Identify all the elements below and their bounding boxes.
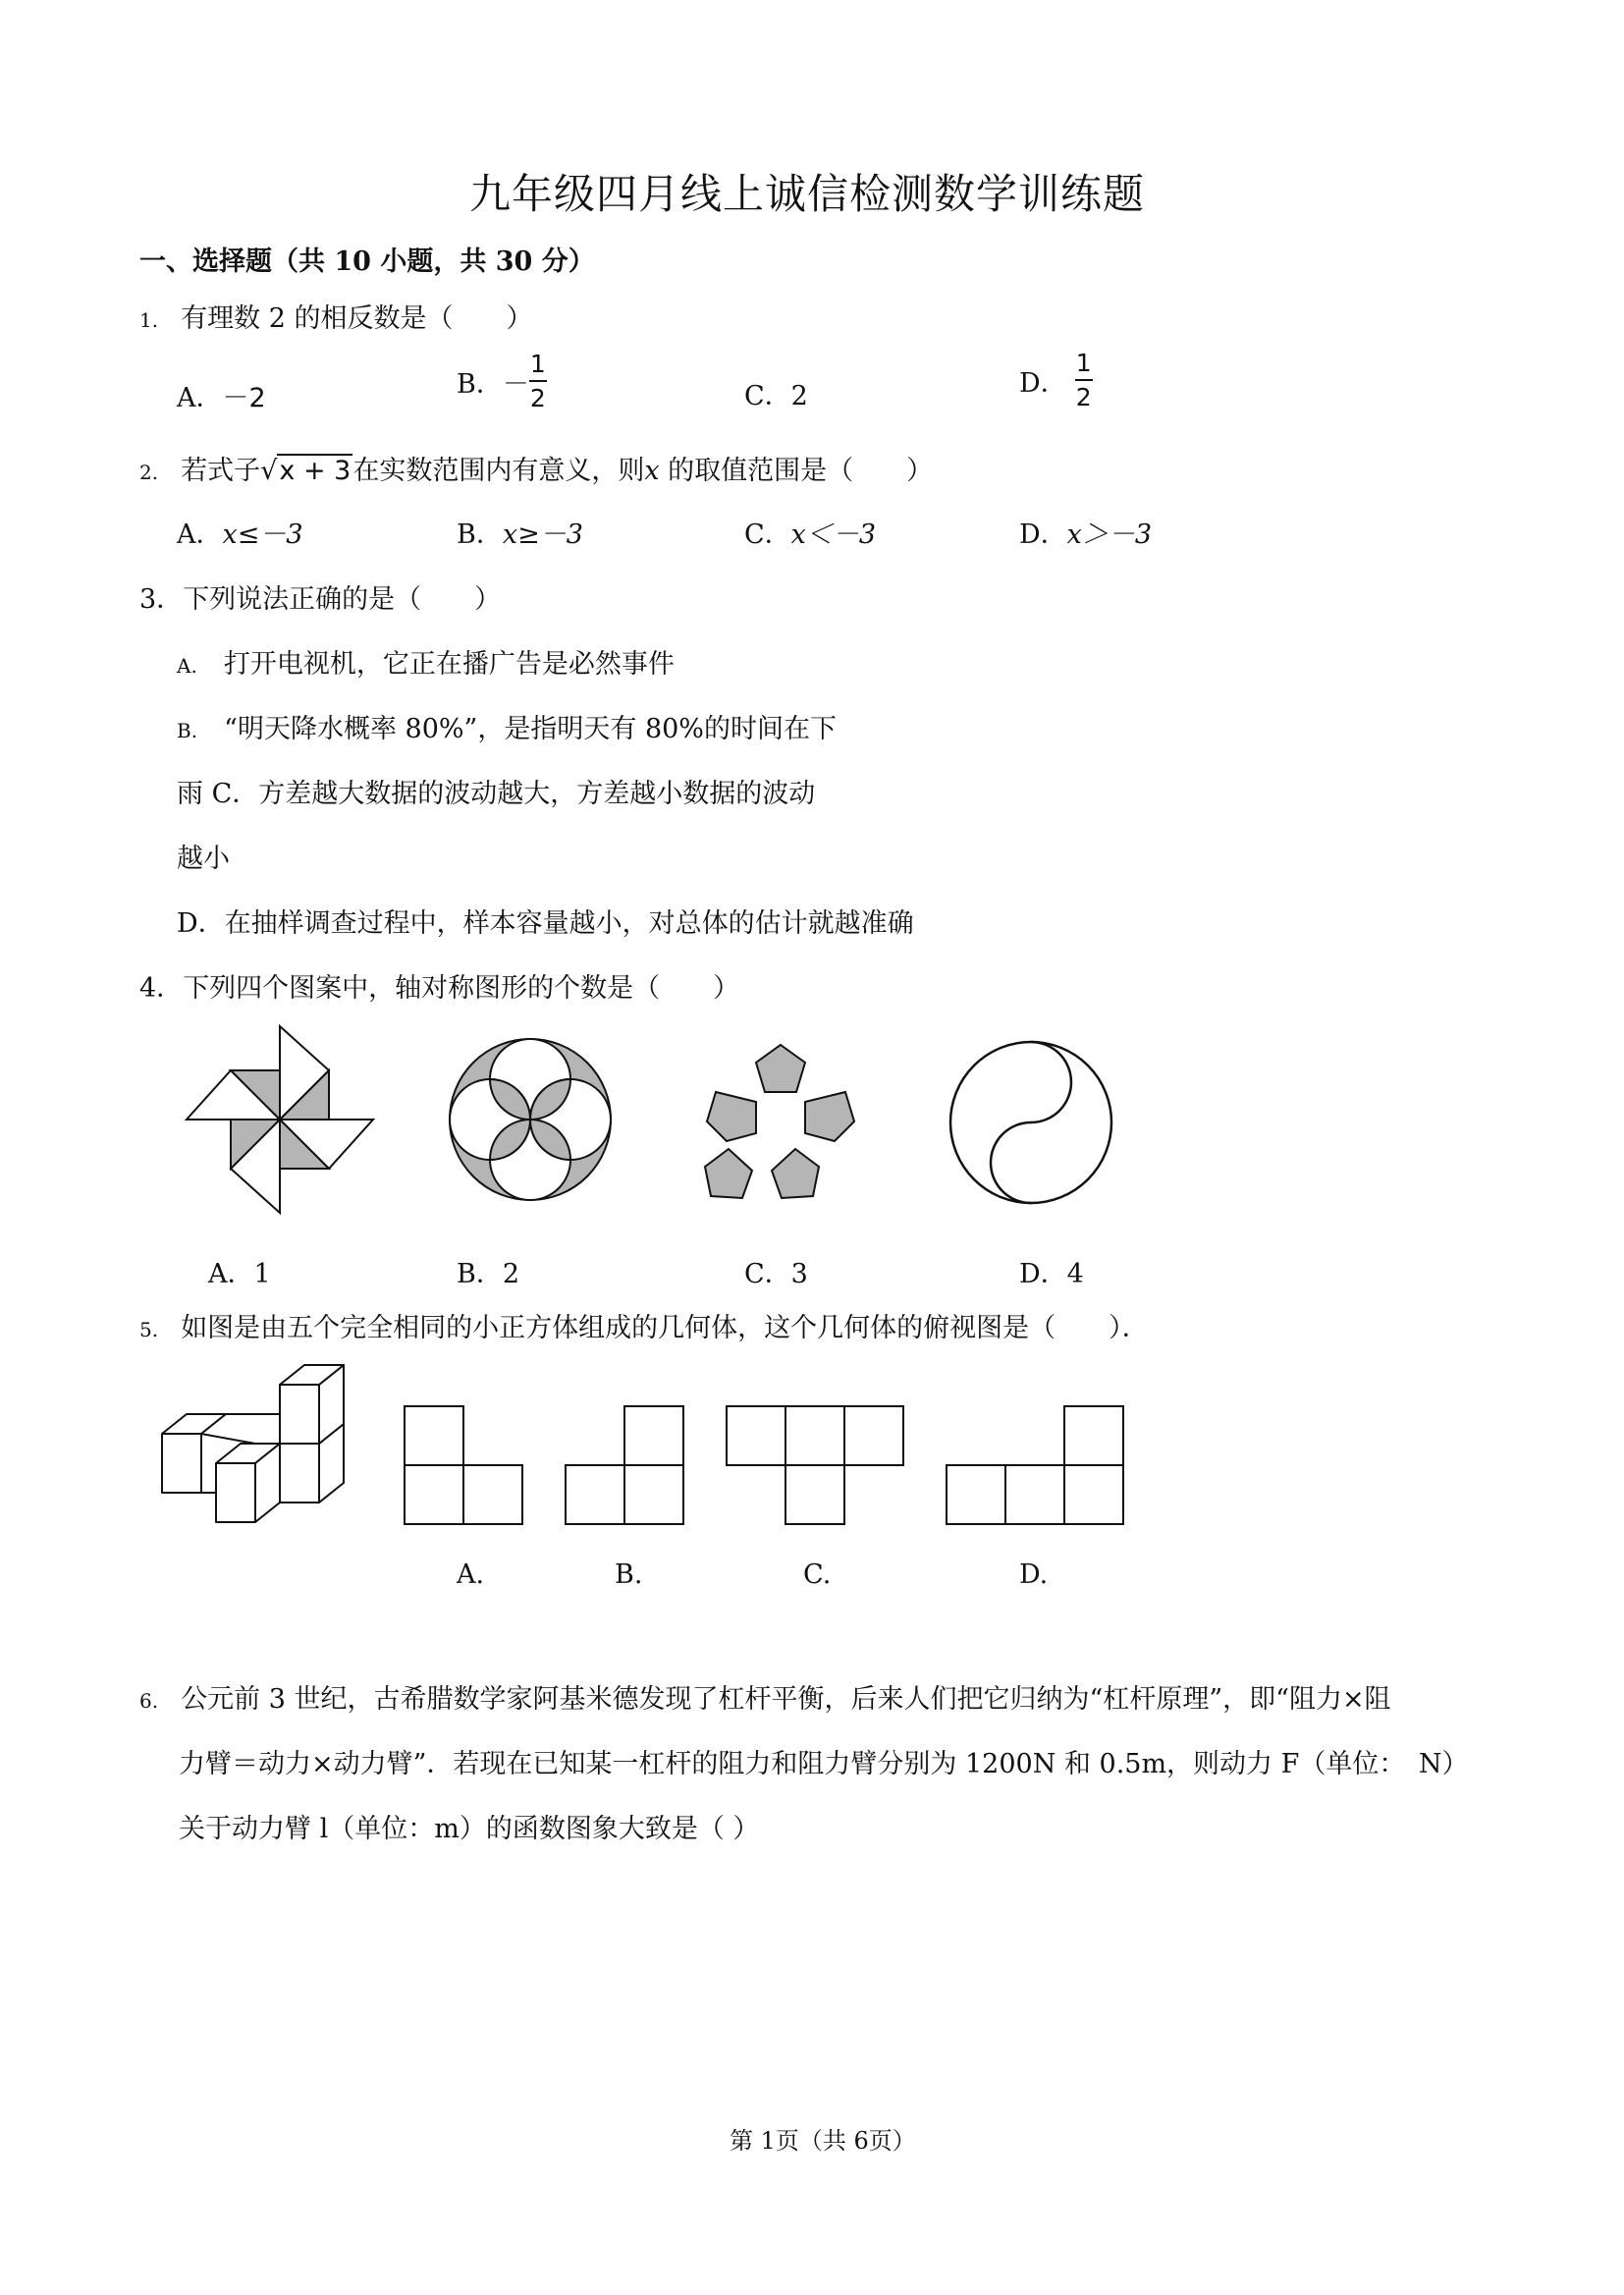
q2-option-c [744,513,876,551]
q2-option-a [177,513,303,551]
question-5 [139,1306,1149,1344]
question-number: 4． [139,973,184,1004]
option-text: 打开电视机，它正在播广告是必然事件 [223,649,675,680]
denominator: 2 [1075,383,1092,411]
option-value: 2 [790,381,808,411]
pinwheel-figure [177,1021,383,1228]
q4-option-d: D．4 [1019,1259,1084,1289]
fraction-bar [529,380,547,382]
option-label: D． [1019,367,1067,399]
question-4 [139,966,739,1005]
question-number: 6. [139,1689,159,1713]
variable: x [644,456,660,486]
fraction [1075,351,1093,410]
question-number: 1. [139,308,159,332]
q3-option-b [177,707,837,745]
fraction-bar [1075,379,1093,381]
numerator: 1 [1075,349,1092,377]
q1-option-b [457,352,547,410]
q4-option-a: A．1 [208,1259,271,1289]
pentagon-ring-figure [697,1039,864,1206]
question-text: 下列说法正确的是（ ） [183,584,502,615]
yin-yang-figure [947,1039,1114,1206]
option-label: A. [177,654,197,678]
question-text: 下列四个图案中，轴对称图形的个数是（ ） [183,973,740,1004]
option-value: x＞－3 [1066,519,1153,550]
q1-option-d [1019,351,1093,410]
option-value: x＜－3 [790,519,877,550]
question-6 [139,1677,1391,1716]
fraction [529,352,547,410]
q5-option-c-view [725,1404,906,1527]
q2-option-b [457,513,583,551]
option-label: A． [177,383,223,413]
question-2 [139,449,933,487]
denominator: 2 [529,384,546,412]
q3-option-c-cont: 越小 [177,844,230,874]
q5-option-c-label: C. [803,1559,832,1590]
option-sign: － [502,368,529,400]
question-text-post: 在实数范围内有意义，则 [352,456,645,486]
option-label: B． [457,368,503,400]
question-text-pre: 若式子 [181,456,261,486]
option-value: －2 [222,383,266,413]
question-number: 2. [139,461,159,484]
option-value: x≥－3 [502,519,583,550]
question-text: 有理数 2 的相反数是（ ） [181,303,533,334]
four-petal-circle-figure [447,1036,614,1203]
q3-option-a [177,642,675,681]
q5-option-d-label: D. [1019,1559,1049,1590]
q5-option-a-label: A. [457,1559,485,1590]
q2-option-d [1019,513,1152,551]
q3-option-c-line: 雨 C．方差越大数据的波动越大，方差越小数据的波动 [177,779,816,809]
option-label: C． [744,519,791,550]
q5-option-b-view [564,1404,686,1527]
option-label: D． [1019,519,1067,550]
question-number: 3． [139,584,184,615]
option-value: x≤－3 [222,519,303,550]
page-title: 九年级四月线上诚信检测数学训练题 [469,170,1146,218]
q1-option-c [744,374,808,412]
option-label: B． [457,519,503,550]
question-1 [139,297,533,335]
question-text-line1: 公元前 3 世纪，古希腊数学家阿基米德发现了杠杆平衡，后来人们把它归纳为“杠杆原理”，即“阻力×阻 [181,1684,1391,1715]
section-heading: 一、选择题（共 10 小题，共 30 分） [139,246,595,277]
option-label: C． [744,381,791,411]
radicand: x + 3 [279,456,352,486]
q5-option-d-view [945,1404,1126,1527]
cube-solid-figure [157,1365,368,1537]
question-text: 如图是由五个完全相同的小正方体组成的几何体，这个几何体的俯视图是（ ）． [181,1313,1149,1343]
question-number: 5. [139,1318,159,1341]
q5-option-a-view [403,1404,525,1527]
question-3 [139,577,501,616]
q3-option-d: D．在抽样调查过程中，样本容量越小，对总体的估计就越准确 [177,908,914,939]
option-label: A． [177,519,223,550]
q1-option-a [177,376,266,414]
question-text-line3: 关于动力臂 l（单位：m）的函数图象大致是（ ） [179,1814,760,1844]
page-footer: 第 1页（共 6页） [730,2127,916,2155]
sqrt-expression: √x + 3 [260,456,352,486]
question-text-tail: 的取值范围是（ ） [659,456,934,486]
option-text: “明天降水概率 80%”，是指明天有 80%的时间在下 [224,714,837,744]
q4-option-b: B．2 [457,1259,520,1289]
numerator: 1 [529,350,546,378]
question-text-line2: 力臂＝动力×动力臂”．若现在已知某一杠杆的阻力和阻力臂分别为 1200N 和 0.5m，则动力 F（单位： N） [179,1749,1469,1779]
option-label: B. [177,719,198,742]
q4-option-c: C．3 [744,1259,808,1289]
q5-option-b-label: B. [615,1559,643,1590]
